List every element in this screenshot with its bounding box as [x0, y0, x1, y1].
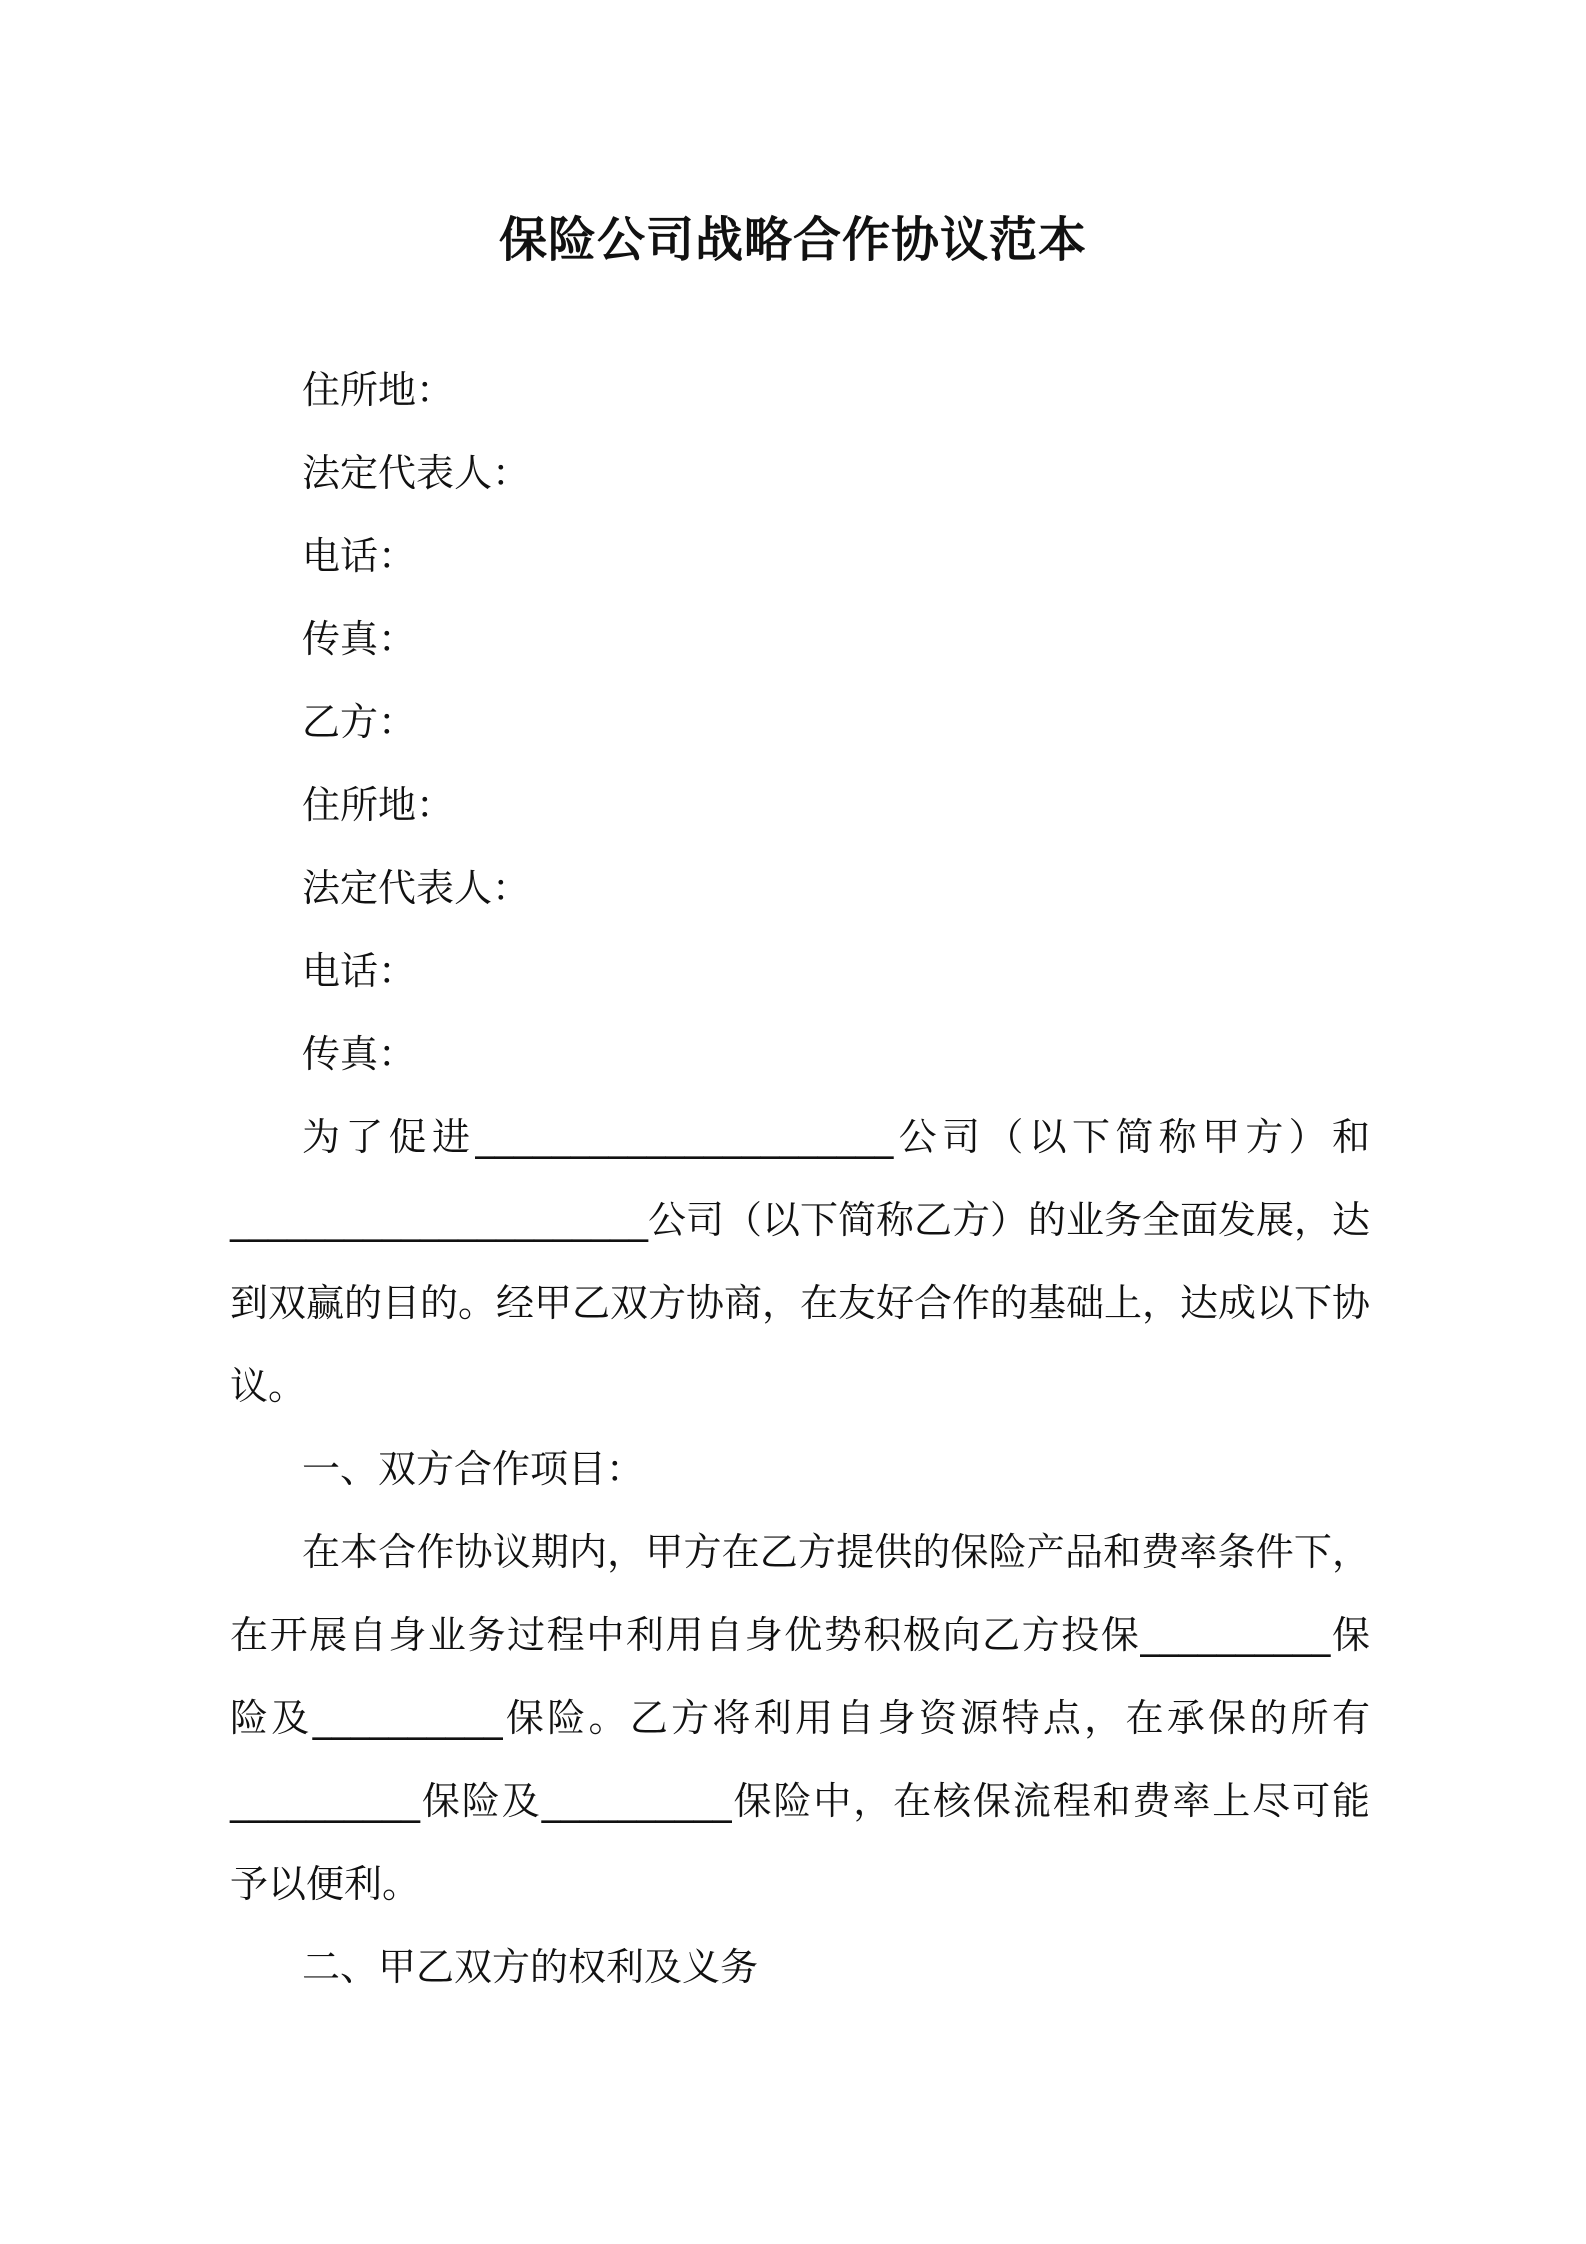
party-a-phone-label: 电话：: [302, 534, 417, 578]
intro-line-4: 议。: [230, 1364, 307, 1408]
party-a-address-label: 住所地：: [302, 368, 455, 412]
section-2-heading: 二、甲乙双方的权利及义务: [302, 1945, 759, 1989]
party-b-address-label: 住所地：: [302, 783, 455, 827]
intro-line-1: 为了促进______________________公司（以下简称甲方）和: [302, 1115, 1370, 1159]
section-1-line-5: 予以便利。: [230, 1862, 421, 1906]
party-a-fax-label: 传真：: [302, 617, 417, 661]
document-title: 保险公司战略合作协议范本: [498, 212, 1087, 268]
party-b-label: 乙方：: [302, 700, 417, 744]
party-b-legal-rep-label: 法定代表人：: [302, 866, 531, 910]
section-1-line-3: 险及__________保险。乙方将利用自身资源特点，在承保的所有: [230, 1696, 1370, 1740]
party-b-fax-label: 传真：: [302, 1032, 417, 1076]
party-a-legal-rep-label: 法定代表人：: [302, 451, 531, 495]
section-1-line-2: 在开展自身业务过程中利用自身优势积极向乙方投保__________保: [230, 1613, 1370, 1657]
party-b-phone-label: 电话：: [302, 949, 417, 993]
intro-line-3: 到双赢的目的。经甲乙双方协商，在友好合作的基础上，达成以下协: [230, 1281, 1371, 1325]
section-1-heading: 一、双方合作项目：: [302, 1447, 645, 1491]
section-1-line-4: __________保险及__________保险中，在核保流程和费率上尽可能: [230, 1779, 1370, 1823]
intro-line-2: ______________________公司（以下简称乙方）的业务全面发展，达: [230, 1198, 1371, 1242]
section-1-line-1: 在本合作协议期内，甲方在乙方提供的保险产品和费率条件下，: [302, 1530, 1370, 1574]
